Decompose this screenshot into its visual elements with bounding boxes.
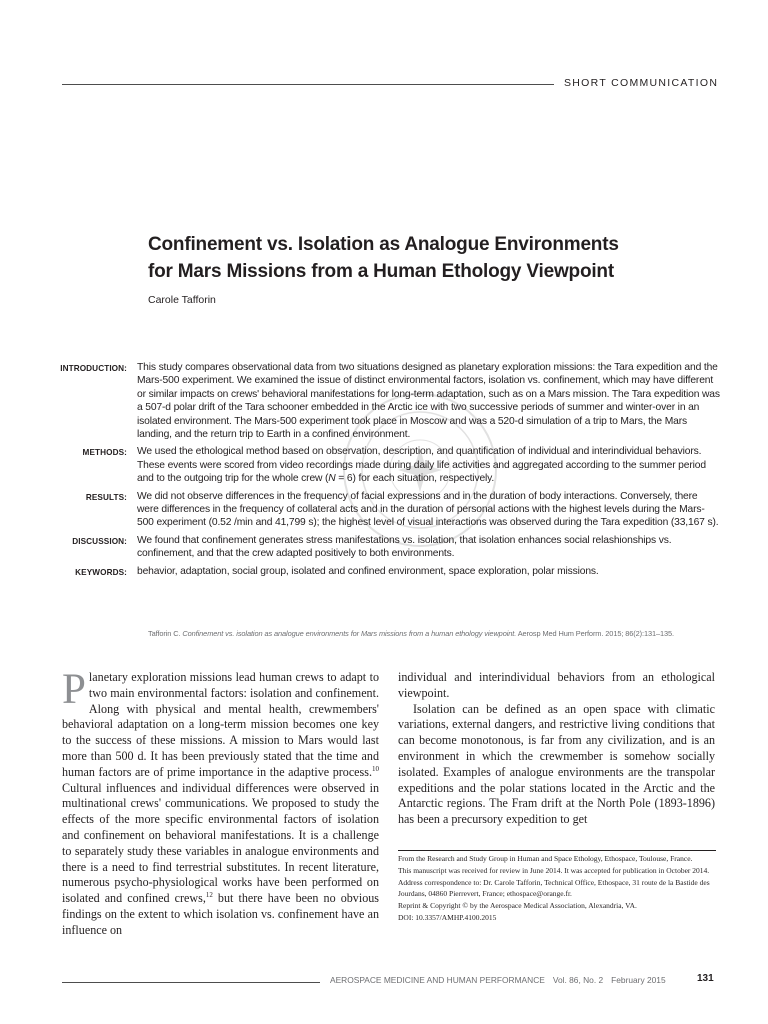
body-text: Cultural influences and individual differences were observed in multinational crews' communications. We proposed to study the effects of the more specific environmental factors of isolation and confinement on behavioral manifestations. It is a challenge to separately study these variables in analogue environments and there is a need to find terrestrial substitutes. In recent literature, numerous psycho-physiological works have been performed on isolated and confined crews,	[62, 780, 379, 906]
body-column-right	[398, 670, 715, 828]
author-name: Carole Tafforin	[148, 294, 216, 306]
citation-journal: Aerosp Med Hum Perform.	[517, 629, 604, 638]
abstract-discussion	[40, 534, 720, 561]
introduction-label: INTRODUCTION:	[60, 364, 127, 373]
methods-text-end: = 6) for each situation, respectively.	[335, 473, 495, 485]
footnotes	[398, 854, 716, 925]
reference-10[interactable]: 10	[372, 764, 379, 773]
footer-rule	[62, 982, 320, 983]
article-title	[148, 231, 718, 285]
abstract-introduction	[40, 361, 720, 441]
keywords-text: behavior, adaptation, social group, isolated and confined environment, space exploration, polar missions.	[137, 565, 599, 577]
footer-date: February 2015	[611, 975, 666, 985]
reference-12[interactable]: 12	[205, 891, 213, 900]
title-line-1: Confinement vs. Isolation as Analogue Environments	[148, 234, 619, 255]
body-paragraph	[62, 666, 379, 939]
citation-title: Confinement vs. isolation as analogue environments for Mars missions from a human ethology viewpoint.	[182, 629, 517, 638]
footnote-rule	[398, 850, 716, 851]
footnote-affiliation: From the Research and Study Group in Human and Space Ethology, Ethospace, Toulouse, France.	[398, 854, 693, 863]
results-text: We did not observe differences in the frequency of facial expressions and in the duration of body interactions. Conversely, there were differences in the frequency of collateral acts and in the duration of personal actions with the highest levels during the Mars-500 experiment (0.52 /min and 41,799 s); the highest level of visual interactions was observed during the Tara expedition (33,167 s).	[137, 490, 719, 529]
body-column-left	[62, 666, 379, 939]
citation-author: Tafforin C.	[148, 629, 181, 638]
abstract-results	[40, 490, 720, 530]
results-label: RESULTS:	[85, 492, 127, 502]
body-paragraph: Isolation can be defined as an open space with climatic variations, external dangers, and restrictive living conditions that can become monotonous, is far from any civilization, and is an environment in which the crewmember is somehow socially isolated. Examples of analogue environments are the transpolar expeditions and the polar stations located in the Arctic and the Antarctic regions. The Fram drift at the North Pole (1893-1896) has been a precursory expedition to get	[398, 701, 715, 827]
methods-n-symbol: N	[328, 473, 336, 485]
body-paragraph: individual and interindividual behaviors from an ethological viewpoint.	[398, 670, 715, 700]
running-footer	[330, 975, 716, 985]
methods-label: METHODS:	[82, 448, 127, 458]
citation-details: 2015; 86(2):131–135.	[605, 629, 674, 638]
title-line-2: for Mars Missions from a Human Ethology Viewpoint	[148, 261, 614, 282]
page-number: 131	[697, 973, 714, 984]
section-label: SHORT COMMUNICATION	[564, 77, 719, 89]
footnote-received: This manuscript was received for review in June 2014. It was accepted for publication in October 2014.	[398, 866, 710, 876]
discussion-label: DISCUSSION:	[72, 536, 127, 546]
abstract	[40, 361, 720, 583]
discussion-text: We found that confinement generates stress manifestations vs. isolation, that isolation enhances social relashionships vs. confinement, and that the crew adapted positively to both environments.	[137, 534, 672, 560]
footnote-address: Address correspondence to: Dr. Carole Tafforin, Technical Office, Ethospace, 31 route de la Bastide des Jourdans, 04860 Pierrevert, France; ethospace@orange.fr.	[398, 878, 710, 898]
abstract-methods	[40, 445, 720, 485]
header-rule	[62, 84, 554, 85]
body-text: but there have been no obvious findings on the extent to which isolation vs. confinement have an influence on	[62, 891, 379, 937]
abstract-keywords	[40, 565, 720, 579]
keywords-label: KEYWORDS:	[75, 567, 127, 577]
footer-journal: AEROSPACE MEDICINE AND HUMAN PERFORMANCE	[330, 975, 545, 985]
methods-text	[137, 445, 720, 485]
footnote-doi: DOI: 10.3357/AMHP.4100.2015	[398, 913, 497, 923]
body-text: lanetary exploration missions lead human crews to adapt to two main environmental factors: isolation and confinement. Along with physical and mental health, crewmembers' behavioral adaptation on a long-term mission becomes one key to the success of these missions. A mission to Mars would last more than 500 d. It has been previously stated that the time and human factors are of prime importance in the adaptive process.	[62, 670, 379, 779]
footer-volume: Vol. 86, No. 2	[552, 975, 604, 985]
citation-line	[148, 629, 718, 638]
drop-cap: P	[62, 666, 86, 713]
methods-text-start: We used the ethological method based on observation, description, and quantification of individual and interindividual behaviors. These events were scored from video recordings made during daily life activities and aggregated according to the summer period and to the outgoing trip for the whole crew (	[137, 446, 706, 485]
footnote-copyright: Reprint & Copyright © by the Aerospace Medical Association, Alexandria, VA.	[398, 900, 637, 910]
introduction-text: This study compares observational data from two situations designed as planetary exploration missions: the Tara expedition and the Mars-500 experiment. We examined the issue of distinct environmental factors, isolation vs. confinement, which may have different or similar impacts on crews' behavioral manifestations for long-term adaptation, such as on a Mars mission. The Tara expedition was a 507-d polar drift of the Tara schooner embedded in the Arctic ice with two successive periods of summer and winter-over in an isolated environment. The Mars-500 experiment took place in Moscow and was a 520-d simulation of a trip to Mars, the Mars landing, and the return trip to Earth in a confined environment.	[137, 362, 720, 441]
